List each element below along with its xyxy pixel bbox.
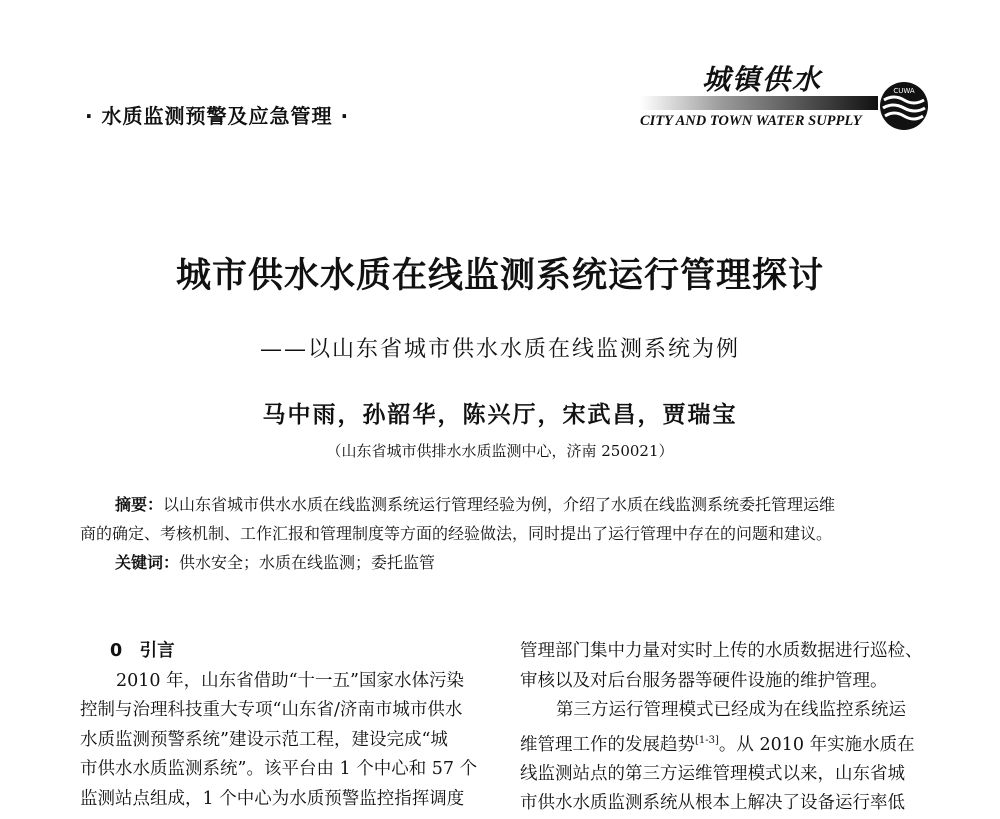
journal-logo <box>640 58 930 138</box>
body-line: 市供水水质监测系统从根本上解决了设备运行率低 <box>520 793 905 814</box>
body-column-left <box>80 637 490 814</box>
body-line <box>520 726 930 760</box>
body-line: 第三方运行管理模式已经成为在线监控系统运 <box>556 700 906 720</box>
body-text: 维管理工作的发展趋势 <box>520 734 695 755</box>
keywords <box>115 548 435 577</box>
abstract <box>80 490 930 548</box>
cuwa-emblem-text: CUWA <box>893 87 915 95</box>
paper-authors: 马中雨，孙韶华，陈兴厅，宋武昌，贾瑞宝 <box>262 401 738 428</box>
body-line: 水质监测预警系统”建设示范工程，建设完成“城 <box>80 729 448 750</box>
paper-title: 城市供水水质在线监测系统运行管理探讨 <box>175 255 824 296</box>
abstract-text-2: 商的确定、考核机制、工作汇报和管理制度等方面的经验做法，同时提出了运行管理中存在的问题和建议。 <box>80 524 833 543</box>
body-line: 监测站点组成，1 个中心为水质预警监控指挥调度 <box>80 788 465 809</box>
body-text: 。从 2010 年实施水质在 <box>718 734 915 755</box>
citation: [1-3] <box>695 734 719 746</box>
logo-gradient-bar <box>640 96 878 110</box>
journal-name-cn: 城镇供水 <box>702 63 823 96</box>
paper-affiliation: （山东省城市供排水水质监测中心，济南 250021） <box>326 442 674 460</box>
abstract-line-1 <box>80 490 930 519</box>
section-label: · 水质监测预警及应急管理 · <box>85 104 350 128</box>
journal-name-en: CITY AND TOWN WATER SUPPLY <box>640 113 862 129</box>
body-column-right <box>520 637 930 819</box>
body-line: 2010 年，山东省借助“十一五”国家水体污染 <box>116 670 464 691</box>
paper-subtitle: ——以山东省城市供水水质在线监测系统为例 <box>259 337 740 362</box>
body-line: 控制与治理科技重大专项“山东省/济南市城市供水 <box>80 700 463 720</box>
keywords-text: 供水安全；水质在线监测；委托监管 <box>179 553 436 572</box>
body-line: 审核以及对后台服务器等硬件设施的维护管理。 <box>520 670 888 691</box>
intro-heading: 0 引言 <box>110 641 175 661</box>
abstract-text-1: 以山东省城市供水水质在线监测系统运行管理经验为例，介绍了水质在线监测系统委托管理运维 <box>163 495 836 514</box>
body-line: 线监测站点的第三方运维管理模式以来，山东省城 <box>520 763 905 784</box>
body-line: 管理部门集中力量对实时上传的水质数据进行巡检、 <box>520 641 923 661</box>
body-line: 市供水水质监测系统”。该平台由 1 个中心和 57 个 <box>80 759 478 779</box>
cuwa-emblem-icon <box>878 80 930 132</box>
keywords-label: 关键词： <box>115 553 180 572</box>
abstract-label: 摘要： <box>115 495 164 514</box>
